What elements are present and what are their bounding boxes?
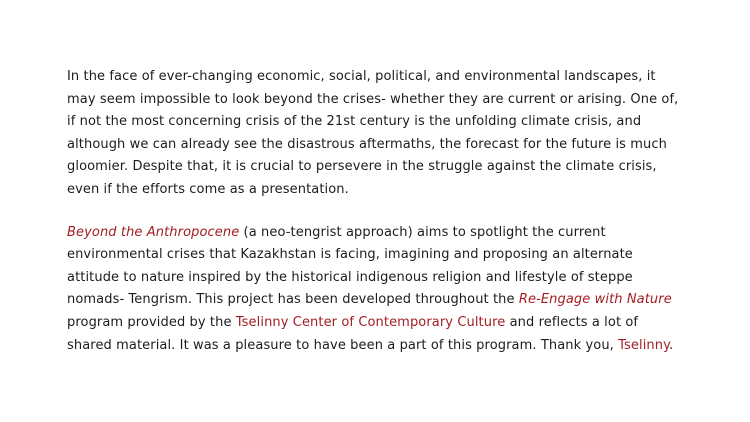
project-paragraph [67,222,687,358]
thanks-name: Tselinny [618,337,670,353]
project-text-2: program provided by the [67,314,236,330]
program-name: Re-Engage with Nature [518,292,672,308]
project-text-1: (a neo-tengrist approach) aims to spotlight the current environmental crises that Kazakhstan is facing, imagining and proposing an alternate attitude to nature inspired by the historical indigenous religion and lifestyle of steppe nomads- Tengrism. This project has been developed throughout the [67,224,633,308]
text-page [67,66,687,357]
intro-text: In the face of ever-changing economic, social, political, and environmental landscapes, it may seem impossible to look beyond the crises- whether they are current or arising. One of, if not the most concerning crisis of the 21st century is the unfolding climate crisis, and although we can already see the disastrous aftermaths, the forecast for the future is much gloomier. Despite that, it is crucial to persevere in the struggle against the climate crisis, even if the efforts come as a presentation. [67,69,679,197]
project-text-3: and reflects a lot of shared material. It was a pleasure to have been a part of this program. Thank you, [67,314,639,353]
center-name: Tselinny Center of Contemporary Culture [235,314,506,330]
intro-paragraph [67,66,687,202]
project-title: Beyond the Anthropocene [67,224,240,240]
project-text-4: . [669,337,674,353]
